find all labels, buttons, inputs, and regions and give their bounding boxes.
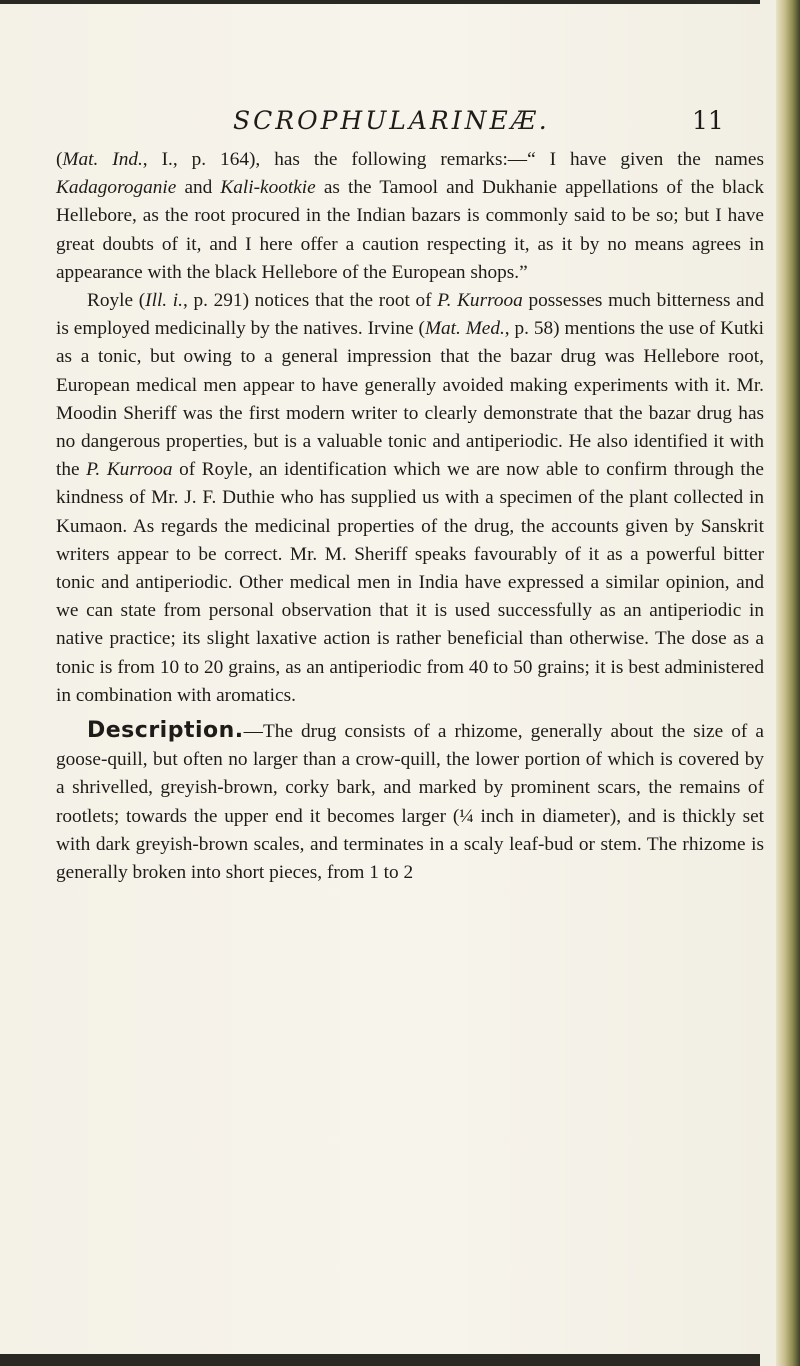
text-run: of Royle, an identification which we are now able to confirm through the kindness of Mr. J. F. Duthie who has supplied us with a specimen of the plant collected in Kumaon. As regards the medicinal properties of the drug, the accounts given by Sanskrit writers appear to be correct. Mr. M. Sheriff speaks favourably of it as a powerful bitter tonic and antiperiodic. Other medical men in India have expressed a similar opinion, and we can state from personal observation that it is used successfully as an antiperiodic in native practice; its slight laxative action is rather beneficial than otherwise. The dose as a tonic is from 10 to 20 grains, as an antiperiodic from 40 to 50 grains; it is best administered in combination with aromatics. <box>56 459 764 706</box>
section-heading: Description. <box>87 718 244 744</box>
italic-run: P. Kurrooa <box>437 290 523 312</box>
text-run: , p. 291) notices that the root of <box>183 290 438 312</box>
italic-run: Kadagoroganie <box>56 177 177 199</box>
bottom-edge-line <box>0 1354 760 1366</box>
text-run: and <box>176 177 221 199</box>
italic-run: Mat. Med. <box>424 318 505 340</box>
page-number: 11 <box>692 106 724 135</box>
text-run: Royle ( <box>87 290 146 312</box>
text-run: possesses much bitterness and is employed medicinally by the natives. Irvine ( <box>56 290 765 340</box>
italic-run: Kali-kootkie <box>220 177 316 199</box>
top-edge-line <box>0 0 760 4</box>
running-title: SCROPHULARINEÆ. <box>233 106 550 135</box>
text-run: ( <box>56 149 63 170</box>
paragraph-1 <box>56 146 764 287</box>
text-run: , p. 58) mentions the use of Kutki as a tonic, but owing to a general impression that the bazar drug was Hellebore root, European medical men appear to have generally avoided making experiments with it. Mr. Moodin Sheriff was the first modern writer to clearly demonstrate that the bazar drug has no dangerous properties, but is a valuable tonic and antiperiodic. He also identified it with the <box>56 318 764 481</box>
description-text: —The drug consists of a rhizome, generally about the size of a goose-quill, but often no larger than a crow-quill, the lower portion of which is covered by a shrivelled, greyish-brown, corky bark, and marked by prominent scars, the remains of rootlets; towards the upper end it becomes larger (¼ inch in diameter), and is thickly set with dark greyish-brown scales, and terminates in a scaly leaf-bud or stem. The rhizome is generally broken into short pieces, from 1 to 2 <box>56 721 764 884</box>
italic-run: Ill. i. <box>145 290 183 312</box>
italic-run: P. Kurrooa <box>86 459 173 481</box>
text-run: , I., p. 164), has the following remarks:—“ I have given the names <box>142 149 764 170</box>
running-head <box>0 106 780 136</box>
italic-run: Mat. Ind. <box>62 149 143 170</box>
paragraph-2 <box>56 287 764 710</box>
body-text <box>56 146 764 887</box>
text-run: as the Tamool and Dukhanie appellations of the black Hellebore, as the root procured in the Indian bazars is commonly said to be so; but I have great doubts of it, and I here offer a caution respecting it, as it by no means agrees in appearance with the black Hellebore of the European shops.” <box>56 177 764 283</box>
page-edge <box>776 0 800 1366</box>
description-paragraph <box>56 717 764 887</box>
